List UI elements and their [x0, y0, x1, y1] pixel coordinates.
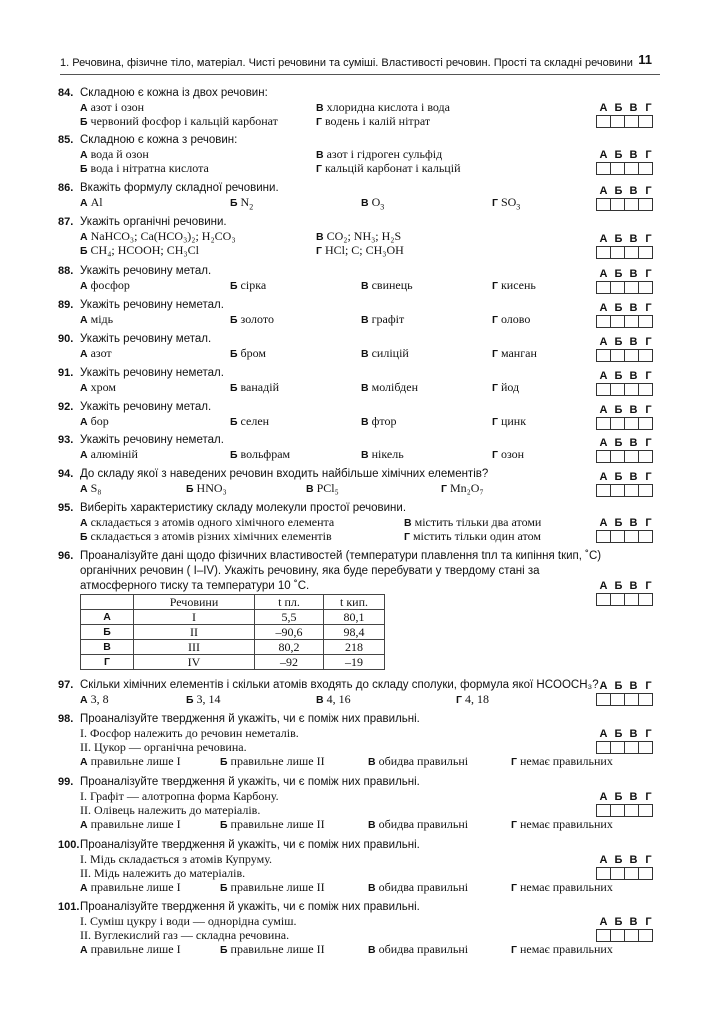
answer-box-c[interactable] — [624, 484, 639, 497]
answer-grid[interactable]: А Б В Г — [596, 680, 656, 706]
question-94 — [58, 467, 678, 497]
answer-box-c[interactable] — [624, 450, 639, 463]
question-text: Складною є кожна з речовин: — [80, 134, 238, 146]
option-c: В містить тільки два атоми — [404, 515, 542, 529]
option-d: Г манган — [492, 346, 537, 360]
option-b: Б $N_2$ — [230, 195, 254, 212]
answer-grid[interactable]: А Б В Г — [596, 916, 656, 942]
option-b: Б правильне лише II — [220, 817, 325, 831]
question-99 — [58, 775, 678, 833]
page-number: 11 — [638, 52, 652, 67]
answer-grid[interactable]: А Б В Г — [596, 185, 656, 211]
statement-2: II. Цукор — органічна речовина. — [80, 740, 247, 754]
option-d: Г 4, 18 — [456, 692, 489, 706]
answer-box-a[interactable] — [596, 162, 611, 175]
answer-box-d[interactable] — [638, 593, 653, 606]
answer-box-a[interactable] — [596, 349, 611, 362]
option-d: Г містить тільки один атом — [404, 529, 541, 543]
answer-box-a[interactable] — [596, 929, 611, 942]
question-86 — [58, 181, 678, 211]
option-d: Г кальцій карбонат і кальцій — [316, 161, 461, 175]
answer-box-d[interactable] — [638, 383, 653, 396]
answer-box-c[interactable] — [624, 349, 639, 362]
answer-box-a[interactable] — [596, 867, 611, 880]
answer-grid[interactable]: А Б В Г — [596, 437, 656, 463]
question-number: 98. — [58, 713, 74, 725]
question-text: Проаналізуйте дані щодо фізичних властивостей (температури плавлення tпл та кипіння tкип, ˚С) органічних речовин ( I–IV). Укажіть речовину, яка буде перебувати у твердому стані за атмосферного тиску та температури 10 ˚С. — [80, 550, 602, 592]
table-row: В III 80,2 218 — [81, 640, 385, 655]
option-b: Б ванадій — [230, 380, 279, 394]
option-b: Б CH₄; HCOOH; CH₃Cl — [80, 243, 199, 257]
option-a: А фосфор — [80, 278, 130, 292]
option-c: В CO₂; NH₃; H₂S — [316, 229, 402, 243]
answer-box-a[interactable] — [596, 115, 611, 128]
answer-box-d[interactable] — [638, 162, 653, 175]
answer-box-b[interactable] — [610, 867, 625, 880]
answer-box-a[interactable] — [596, 693, 611, 706]
option-d: Г $SO_3$ — [492, 195, 521, 212]
answer-box-b[interactable] — [610, 198, 625, 211]
option-b: Б вольфрам — [230, 447, 291, 461]
answer-box-d[interactable] — [638, 530, 653, 543]
option-c: В $O_3$ — [361, 195, 385, 212]
answer-box-b[interactable] — [610, 530, 625, 543]
question-text: До складу якої з наведених речовин входить найбільше хімічних елементів? — [80, 468, 489, 480]
answer-box-b[interactable] — [610, 281, 625, 294]
question-84 — [58, 86, 678, 130]
answer-box-b[interactable] — [610, 484, 625, 497]
answer-box-b[interactable] — [610, 383, 625, 396]
answer-box-d[interactable] — [638, 349, 653, 362]
answer-box-c[interactable] — [624, 741, 639, 754]
answer-grid[interactable]: А Б В Г — [596, 149, 656, 175]
running-header — [60, 52, 660, 75]
question-number: 101. — [58, 901, 80, 913]
option-c: В силіцій — [361, 346, 409, 360]
answer-box-c[interactable] — [624, 929, 639, 942]
answer-box-b[interactable] — [610, 693, 625, 706]
statement-1: I. Графіт — алотропна форма Карбону. — [80, 789, 279, 803]
question-93 — [58, 433, 678, 463]
answer-box-b[interactable] — [610, 804, 625, 817]
answer-box-b[interactable] — [610, 450, 625, 463]
answer-box-d[interactable] — [638, 246, 653, 259]
question-text: Укажіть речовину неметал. — [80, 367, 224, 379]
option-b: Б правильне лише II — [220, 942, 325, 956]
question-number: 95. — [58, 502, 74, 514]
answer-box-b[interactable] — [610, 741, 625, 754]
answer-grid[interactable]: А Б В Г — [596, 268, 656, 294]
answer-grid[interactable]: А Б В Г — [596, 336, 656, 362]
answer-box-d[interactable] — [638, 867, 653, 880]
option-d: Г Mn₂O₇ — [441, 481, 484, 495]
question-text: Укажіть органічні речовини. — [80, 216, 227, 228]
option-c: В обидва правильні — [368, 817, 469, 831]
answer-box-c[interactable] — [624, 246, 639, 259]
option-c: В графіт — [361, 312, 405, 326]
answer-box-c[interactable] — [624, 383, 639, 396]
option-a: А правильне лише I — [80, 942, 181, 956]
answer-box-a[interactable] — [596, 417, 611, 430]
question-number: 96. — [58, 550, 74, 562]
table-row: Г IV –92 –19 — [81, 655, 385, 670]
answer-box-b[interactable] — [610, 417, 625, 430]
question-97 — [58, 678, 678, 708]
question-text: Проаналізуйте твердження й укажіть, чи є поміж них правильні. — [80, 776, 420, 788]
answer-box-d[interactable] — [638, 929, 653, 942]
properties-table — [80, 594, 385, 670]
answer-box-d[interactable] — [638, 693, 653, 706]
option-a: А азот і озон — [80, 100, 145, 114]
answer-grid[interactable]: А Б В Г — [596, 854, 656, 880]
option-c: В обидва правильні — [368, 942, 469, 956]
question-text: Складною є кожна із двох речовин: — [80, 87, 268, 99]
question-text: Укажіть речовину метал. — [80, 401, 212, 413]
question-number: 89. — [58, 299, 74, 311]
answer-box-b[interactable] — [610, 246, 625, 259]
question-number: 93. — [58, 434, 74, 446]
question-95 — [58, 501, 678, 545]
answer-box-c[interactable] — [624, 417, 639, 430]
option-a: А NaHCO₃; Ca(HCO₃)₂; H₂CO₃ — [80, 229, 236, 243]
option-d: Г немає правильних — [511, 942, 613, 956]
answer-box-d[interactable] — [638, 450, 653, 463]
answer-box-a[interactable] — [596, 281, 611, 294]
option-d: Г HCl; C; CH₃OH — [316, 243, 404, 257]
option-d: Г кисень — [492, 278, 536, 292]
option-a: А правильне лише I — [80, 880, 181, 894]
option-a: А вода й озон — [80, 147, 149, 161]
option-d: Г водень і калій нітрат — [316, 114, 431, 128]
question-87 — [58, 215, 678, 259]
question-number: 91. — [58, 367, 74, 379]
option-c: В свинець — [361, 278, 413, 292]
question-number: 86. — [58, 182, 74, 194]
question-number: 100. — [58, 839, 80, 851]
answer-box-a[interactable] — [596, 315, 611, 328]
statement-2: II. Олівець належить до матеріалів. — [80, 803, 261, 817]
question-text: Скільки хімічних елементів і скільки атомів входять до складу сполуки, формула якої HCOOCH₃? — [80, 679, 599, 691]
question-101 — [58, 900, 678, 958]
answer-box-d[interactable] — [638, 315, 653, 328]
question-number: 88. — [58, 265, 74, 277]
answer-box-a[interactable] — [596, 530, 611, 543]
option-c: В хлоридна кислота і вода — [316, 100, 450, 114]
question-text: Укажіть речовину метал. — [80, 265, 212, 277]
table-header-row: Речовини t пл. t кип. — [81, 595, 385, 610]
option-d: Г йод — [492, 380, 520, 394]
answer-box-d[interactable] — [638, 484, 653, 497]
answer-grid[interactable]: А Б В Г — [596, 517, 656, 543]
answer-box-a[interactable] — [596, 450, 611, 463]
question-text: Вкажіть формулу складної речовини. — [80, 182, 279, 194]
question-text: Виберіть характеристику складу молекули простої речовини. — [80, 502, 407, 514]
option-a: А правильне лише I — [80, 817, 181, 831]
answer-box-c[interactable] — [624, 162, 639, 175]
option-c: В молібден — [361, 380, 419, 394]
answer-box-c[interactable] — [624, 804, 639, 817]
option-b: Б селен — [230, 414, 270, 428]
answer-box-d[interactable] — [638, 741, 653, 754]
answer-box-b[interactable] — [610, 349, 625, 362]
option-b: Б 3, 14 — [186, 692, 221, 706]
option-a: А алюміній — [80, 447, 138, 461]
option-c: В фтор — [361, 414, 397, 428]
answer-grid[interactable]: А Б В Г — [596, 302, 656, 328]
option-a: А хром — [80, 380, 116, 394]
option-b: Б вода і нітратна кислота — [80, 161, 209, 175]
question-text: Укажіть речовину метал. — [80, 333, 212, 345]
option-a: А Al — [80, 195, 103, 209]
question-text: Укажіть речовину неметал. — [80, 299, 224, 311]
answer-box-c[interactable] — [624, 315, 639, 328]
question-91 — [58, 366, 678, 396]
question-text: Проаналізуйте твердження й укажіть, чи є поміж них правильні. — [80, 901, 420, 913]
answer-box-d[interactable] — [638, 281, 653, 294]
question-85 — [58, 133, 678, 177]
answer-box-a[interactable] — [596, 484, 611, 497]
answer-box-d[interactable] — [638, 804, 653, 817]
answer-box-c[interactable] — [624, 593, 639, 606]
answer-box-d[interactable] — [638, 417, 653, 430]
answer-grid[interactable]: А Б В Г — [596, 580, 656, 606]
statement-2: II. Мідь належить до матеріалів. — [80, 866, 246, 880]
question-number: 87. — [58, 216, 74, 228]
answer-box-a[interactable] — [596, 804, 611, 817]
option-b: Б бром — [230, 346, 267, 360]
answer-box-b[interactable] — [610, 593, 625, 606]
option-b: Б HNO₃ — [186, 481, 227, 495]
question-text: Укажіть речовину неметал. — [80, 434, 224, 446]
option-a: А складається з атомів одного хімічного елемента — [80, 515, 335, 529]
option-d: Г немає правильних — [511, 817, 613, 831]
statement-1: I. Мідь складається з атомів Купруму. — [80, 852, 272, 866]
question-text: Проаналізуйте твердження й укажіть, чи є поміж них правильні. — [80, 839, 420, 851]
answer-box-b[interactable] — [610, 929, 625, 942]
answer-grid[interactable]: А Б В Г — [596, 471, 656, 497]
answer-box-a[interactable] — [596, 246, 611, 259]
question-88 — [58, 264, 678, 294]
option-c: В нікель — [361, 447, 404, 461]
option-d: Г немає правильних — [511, 880, 613, 894]
option-c: В обидва правильні — [368, 754, 469, 768]
option-b: Б золото — [230, 312, 274, 326]
answer-box-b[interactable] — [610, 162, 625, 175]
table-row: Б II –90,6 98,4 — [81, 625, 385, 640]
answer-box-c[interactable] — [624, 115, 639, 128]
option-b: Б червоний фосфор і кальцій карбонат — [80, 114, 278, 128]
option-b: Б правильне лише II — [220, 754, 325, 768]
question-92 — [58, 400, 678, 430]
option-d: Г цинк — [492, 414, 527, 428]
option-a: А правильне лише I — [80, 754, 181, 768]
answer-box-b[interactable] — [610, 315, 625, 328]
header-title: 1. Речовина, фізичне тіло, матеріал. Чисті речовини та суміші. Властивості речовин. Прості та складні речовини — [60, 57, 633, 69]
table-row: А I 5,5 80,1 — [81, 610, 385, 625]
answer-box-a[interactable] — [596, 741, 611, 754]
question-98 — [58, 712, 678, 770]
answer-grid[interactable]: А Б В Г — [596, 404, 656, 430]
statement-1: I. Фосфор належить до речовин неметалів. — [80, 726, 299, 740]
question-number: 92. — [58, 401, 74, 413]
option-a: А мідь — [80, 312, 114, 326]
option-a: А 3, 8 — [80, 692, 109, 706]
option-d: Г озон — [492, 447, 525, 461]
answer-box-d[interactable] — [638, 115, 653, 128]
question-number: 97. — [58, 679, 74, 691]
question-90 — [58, 332, 678, 362]
option-b: Б правильне лише II — [220, 880, 325, 894]
answer-box-b[interactable] — [610, 115, 625, 128]
option-a: А азот — [80, 346, 112, 360]
statement-2: II. Вуглекислий газ — складна речовина. — [80, 928, 290, 942]
option-d: Г олово — [492, 312, 531, 326]
option-b: Б складається з атомів різних хімічних елементів — [80, 529, 332, 543]
option-c: В обидва правильні — [368, 880, 469, 894]
question-number: 99. — [58, 776, 74, 788]
answer-box-d[interactable] — [638, 198, 653, 211]
option-c: В PCl₅ — [306, 481, 339, 495]
answer-grid[interactable]: А Б В Г — [596, 370, 656, 396]
statement-1: I. Суміш цукру і води — однорідна суміш. — [80, 914, 297, 928]
question-text: Проаналізуйте твердження й укажіть, чи є поміж них правильні. — [80, 713, 420, 725]
question-number: 94. — [58, 468, 74, 480]
question-100 — [58, 838, 678, 896]
answer-box-a[interactable] — [596, 198, 611, 211]
option-a: А S₈ — [80, 481, 102, 495]
option-b: Б сірка — [230, 278, 267, 292]
answer-box-c[interactable] — [624, 281, 639, 294]
answer-grid[interactable]: А Б В Г — [596, 791, 656, 817]
answer-grid[interactable]: А Б В Г — [596, 233, 656, 259]
option-c: В 4, 16 — [316, 692, 351, 706]
question-number: 85. — [58, 134, 74, 146]
option-a: А бор — [80, 414, 109, 428]
answer-box-a[interactable] — [596, 383, 611, 396]
question-number: 84. — [58, 87, 74, 99]
answer-box-c[interactable] — [624, 198, 639, 211]
question-number: 90. — [58, 333, 74, 345]
answer-box-c[interactable] — [624, 530, 639, 543]
question-89 — [58, 298, 678, 328]
answer-box-c[interactable] — [624, 693, 639, 706]
answer-box-c[interactable] — [624, 867, 639, 880]
option-d: Г немає правильних — [511, 754, 613, 768]
answer-box-a[interactable] — [596, 593, 611, 606]
option-c: В азот і гідроген сульфід — [316, 147, 443, 161]
answer-grid[interactable]: А Б В Г — [596, 728, 656, 754]
answer-grid[interactable]: А Б В Г — [596, 102, 656, 128]
